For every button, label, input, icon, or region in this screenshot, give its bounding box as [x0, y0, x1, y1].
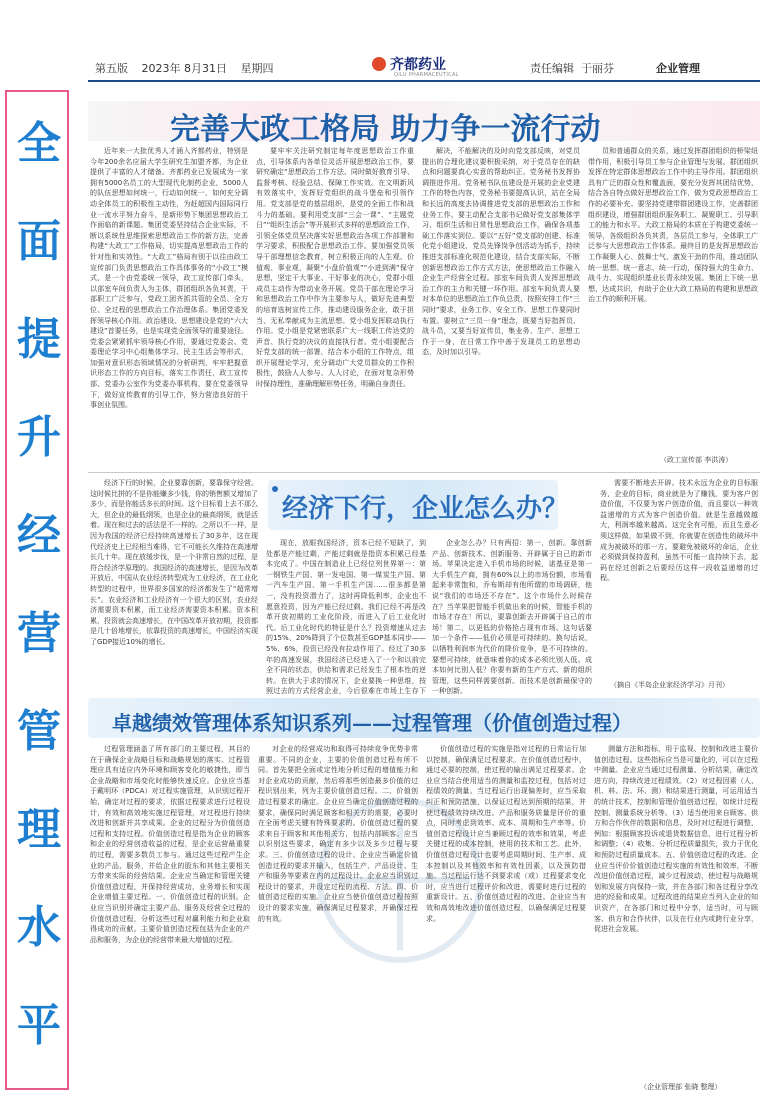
editor-label: 责任编辑: [530, 62, 574, 75]
page-number: 第五版: [95, 62, 128, 75]
article3-column-1: [90, 744, 250, 1092]
article3-column-3: [426, 744, 586, 1092]
article1-column-text: 近年来一大批优秀人才涌入齐都药业，特别是今年200余名应届大学生研究生加盟齐都，为企业提供了丰富的人才储备。齐都药业已发展成为一家拥有5000名员工的大型现代化制药企业，5000人的队伍思想如何统一，行动如何统一，如何充分调动全体员工的积极性主动性，为赶超国内国际同行业一流水平努力奋斗，是新形势下集团思想政治工作面临的新课题。集团党委坚持结合企业实际，不断以系统性思维探索思想政治工作的新方法，完善构建“大政工”工作格局，切实提高思想政治工作的针对性和实效性。“大政工”格局有别于以往由政工宣传部门负责思想政治工作具体事务的“小政工”模式，是一个由党委统一领导，政工宣传部门牵头，以部室车间负责人为主体，群团组织各负其责，干部职工广泛参与，党政工团齐抓共管的全员、全方位、全过程的思想政治工作治理体系。集团党委发挥领导核心作用。政治建设、思想建设是党的“六大建设”首要任务，也是实现党全面领导的重要途径。党委会紧紧抓牢领导核心作用，要通过党委会、党委理论学习中心组集体学习、民主生活会等形式，加强对意识形态领域情况的分析研判，牢牢把握意识形态工作的方向目标，落实工作责任，政工宣传部、党委办公室作为党委办事机构，要在党委领导下，做好宣传教育的引导工作，努力营造良好的干事创业氛围。: [90, 147, 248, 410]
side-banner-char: 经: [17, 510, 61, 561]
side-banner: [5, 90, 69, 1090]
masthead-rule: [88, 80, 760, 82]
issue-weekday: 星期四: [240, 62, 274, 75]
article3-column-4: [594, 744, 758, 1078]
side-banner-char: 理: [17, 804, 61, 855]
article1-column-2: [256, 146, 414, 466]
editor-info: [530, 60, 614, 76]
article1-column-4: [588, 146, 758, 450]
article1-column-text: 解决，不能解决的及时向党支部反映，对党员提出的合理化建议要积极采纳，对于党员存在的缺点和问题要真心实意的帮助纠正。党务秘书发挥协调推进作用。党务秘书队伍建设是开展的企业党建工作的特色内容，党务秘书要提高认识，站在全局和长远的高度去协调推进党支部的思想政治工作和业务工作。要主动配合支部书记做好党支部集体学习、组织生活和日常性思想政治工作，确保各项基础工作落实到位。要以“五好”党支部的创建、标准化党小组建设、党员先锋岗争创活动为抓手，持续推进支部标准化规范化建设，结合支部实际，不断创新思想政治工作方式方法，使思想政治工作融入企业生产经营全过程。部室车间负责人发挥思想政治工作的主力和关键一环作用。部室车间负责人要对本单位的思想政治工作负总责，按照安排工作“三同时”要求，业务工作、安全工作、思想工作要同时布置。要树立“三员一身”理念，既要当好指挥员、战斗员，又要当好宣传员，集业务、生产、思想工作于一身，在日常工作中善于发现员工的思想动态，及时加以引导。: [422, 147, 580, 357]
article3-column-text: 过程管理涵盖了所有部门的主要过程，其目的在于确保企业战略目标和战略规划的落实。过程管理应具有适应内外环境和顾客变化的敏捷性，即当企业战略和市场变化时能够快速反应。企业应当基于戴明环（PDCA）对过程实施管理，从识别过程开始，确定对过程的要求，依据过程要求进行过程设计，有效和高效地实施过程管理，对过程进行持续改进和创新并共享成果。企业的过程分为价值创造过程和支持过程。价值创造过程是指为企业的顾客和企业的经营创造收益的过程，是企业运营最重要的过程，需要多数员工参与。通过这些过程产生企业的产品、服务，并给企业的股东和其他主要相关方带来实际的经营结果。企业应当确定和管理关键价值创造过程，并保持经营成功，业务增长和实现企业增值主要过程。一、价值创造过程的识别。企业应当识别并确定主要产品、服务及经营全过程的价值创造过程，分析这些过程对赢利能力和企业取得成功的贡献。主要价值创造过程包括为企业的产品和服务，为企业的经营带来最大增值的过程。: [90, 745, 250, 944]
article1-column-text: 员和普通群众的关系，通过发挥群团组织的桥梁纽带作用，积极引导员工参与企业管理与发展。群团组织发挥在特定群体思想政治工作中的主导作用。群团组织具有广泛的群众性和覆盖面，要充分发挥其团结优势，结合各自特点做好思想政治工作，做为党政思想政治工作的必要补充。要坚持党建带群团建设工作，完善群团组织建设，增强群团组织服务职工、凝聚职工、引导职工的能力和水平。大政工格局的本质在于构建党委统一领导，各级组织各负其责，各层员工参与，全体职工广泛参与大思想政治工作体系。最终目的是发挥思想政治工作凝聚人心、鼓舞士气、激发干劲的作用，推动团队统一思想、统一意志、统一行动，保持强大的生命力、战斗力、实现组织基业长青永续发展。集团上下统一思想，达成共识，有助于企业大政工格局的构建和思想政治工作的顺利开展。: [588, 147, 758, 304]
article2-column-text: 企业怎么办？只有两招：第一，创新。靠创新产品、创新技术、创新服务、开辟属于自己的新市场。苹果决定进入手机市场的时候，诺基亚是第一大手机生产商，拥有60%以上的市场份额，市场看起来非常饱和，乔布斯却有他所谓的市场调研，他说“我们的市场还不存在”。这个市场什么时候存在？当苹果把智能手机做出来的时候，智能手机的市场才存在！所以，要靠创新去开辟属于自己的市场！第二，以更低的价格抢占现有市场。这句话要加一个条件——低价必须是可持续的。换句话说，以牺牲利润率为代价的降价竞争，是不可持续的。要想可持续，就意味着你的成本必须比别人低。成本如何比别人低？你要有新的生产方式、新的组织管理，这些同样需要创新。而技术是创新最保守的一种创新。: [432, 539, 592, 696]
side-banner-char: 营: [17, 608, 61, 659]
article2-headline: 经济下行，企业怎么办？: [282, 494, 569, 524]
article2-column-text: 现在，放眼我国经济，资本已经不短缺了，到处都是产能过剩，产能过剩就是指资本积累已经基本完成了。中国在制造业上已经位列世界第一：第一钢铁生产国、第一发电国、第一煤炭生产国、第一汽车生产国、第一手机生产国……很多都是第一，没有投资潜力了，这时再降低利率，企业也不愿意投资，因为产能已经过剩。我们已经不再是改革开放初期的工业化阶段，而进入了后工业化时代。后工业化时代的特征是什么？投资增速从过去的15%、20%降到了个位数甚至GDP基本同步——5%、6%，投资已经没有拉动作用了。经过了30多年的高速发展，我国经济已经进入了一个和以前完全不同的状态，供给和需求已经发生了根本性的逆转。在供大于求的情况下，企业要换一种思维，按照过去的方式经营企业，今后很难在市场上生存下: [266, 539, 426, 696]
article2-column-2: [266, 538, 426, 696]
article1-headline: 完善大政工格局 助力争一流行动: [170, 112, 601, 147]
section-title: 企业管理: [656, 62, 700, 75]
article2-column-4: [600, 478, 758, 676]
article-divider: [88, 472, 760, 473]
article1-column-text: 要牢牢关注研究制定每年度思想政治工作重点，引导体系内各单位灵活开展思想政治工作，要研究确定“思想政治工作方法、同时做好教育引导、监督考核、经验总结、保障工作实效。在文明新风有效落实中，发挥好党组织的战斗堡垒和引领作用。党支部是党的基层组织，是党的全面工作和战斗力的基础。要利用党支部“三会一课”、“主题党日”“组织生活会”等开展形式多样的思想政治工作，引领全体党员坚决落实好思想政治各项工作部署和学习要求，积极配合思想政治工作。要加强党员领导干部理想信念教育，树立积极正向的人生观、价值观、事业观，凝聚“小盘价值观”“小进到满”保守思想，坚定干大事业、干好事业的决心，党群小组成员主动作为带动业务开展。党员干部在理论学习和思想政治工作中作为主要参与人，做好先进典型的培育选树宣传工作，推动建设服务企业，敢于担当、无私奉献成为主流思想。党小组发挥联动执行作用。党小组是党紧密联系广大一线职工传达党的声音、执行党的决议的直接执行者。党小组要配合好党支部的统一部署，结合本小组的工作特点，组织开展理论学习，充分调动广大党员群众的工作积极性，鼓励人人参与、人人讨论，在面对复杂形势时保持理性，准确理解形势任务，明确自身责任。: [256, 147, 414, 389]
article1-column-1: [90, 146, 248, 466]
article3-headline: 卓越绩效管理体系知识系列——过程管理（价值创造过程）: [112, 711, 632, 735]
side-banner-char: 面: [17, 216, 61, 267]
logo-icon: [372, 57, 386, 71]
side-banner-char: 管: [17, 706, 61, 757]
newspaper-logo: [372, 54, 446, 74]
article3-column-2: [258, 744, 418, 1092]
decor-dot: [272, 486, 278, 492]
side-banner-char: 水: [17, 902, 61, 953]
article2-byline: （摘自《半岛企业家经济学习》月刊）: [610, 681, 729, 689]
article2-column-3: [432, 538, 592, 696]
article1-column-3: [422, 146, 580, 466]
article3-column-text: 对企业的经营成功和取得可持续竞争优势非常重要。不同的企业，主要的价值创造过程有所不同。首先要把全面或定性地分析过程的增值能力和对企业成功的贡献，然后将那些创造最多价值的过程识别出来，列为主要价值创造过程。二、价值创造过程要求的确定。企业应当确定价值创造过程的要求，确保同时满足顾客和相关方的需要，必要时在全面考虑关键有特殊要求的。价值创造过程的要求来自于顾客和其他相关方，包括内部顾客。应当以识别这些要求，确定有多少以及多少过程与要求。三、价值创造过程的设计。企业应当确定价值创造过程的要求并输入，包括生产、产品设计、生产和服务等要素在内的过程设计。企业应当识别过程设计的要求，并设定过程的流程、方法。四、价值创造过程的实施。企业应当使价值创造过程按照设计的要求实施，确保满足过程要求，并确保过程的有效。: [258, 745, 418, 923]
article2-column-1: [90, 478, 258, 690]
article3-byline: （企业管理部 张晓 整理）: [640, 1083, 722, 1091]
article1-byline: （政工宣传部 李洪涛）: [660, 456, 733, 464]
article2-column-text: 经济下行的时候，企业要靠创新，要靠保守经营。这时候比拼的不是你能赚多少钱，你的销售额又增加了多少，而是你能活多长的时间。这个目标看上去不那么大，但企业的最低纲领，也是企业的最高纲领，就是活着。现在和过去的活法是不一样的。之所以不一样，是因为我国的经济已经持续高速增长了30多年，这在现代经济史上已经相当难得，它不可能长久维持在高速增长几十年。现在放缓步伐，是一个非常自然的过程，是符合经济学原理的。我国经济的高速增长，是因为改革开放后，中国从农业经济转型成为工业经济，在工业化转型的过程中，世界很多国家的经济都发生了“超常增长”。农业经济和工业经济有一个很大的区别，农业经济需要资本积累，而工业经济需要资本积累。资本积累，投资就会高速增长，在中国改革开放初期，投资都是几十倍地增长，依靠投资的高速增长，中国经济实现了GDP接近10%的增长。: [90, 479, 258, 646]
issue-date: 2023年 8月31日: [141, 62, 227, 75]
editor-name: 于丽芬: [581, 62, 614, 75]
logo-text: 齐都药业: [390, 57, 446, 73]
issue-info: [95, 60, 284, 76]
article3-column-text: 测量方法和指标，用于监视、控制和改进主要价值创造过程。这些指标应当是可量化的，可以在过程中测量。企业应当通过过程测量、分析结果，确定改进方向，持续改进过程绩效。（2）对过程因素（人、机、料、法、环、测）和结果进行测量，可运用适当的统计技术，控制和管理价值创造过程，如统计过程控制、测量系统分析等。（3）适当使用来自顾客、供方和合作伙伴的数据和信息，及时对过程进行调整，例如：根据顾客投诉或退货数据信息，进行过程分析和调整；（4）收集、分析过程质量损失，致力于优化和预防过程质量成本。五、价值创造过程的改进。企业应当评价价值创造过程实施的有效性和效率，不断改进价值创造过程，减少过程波动，使过程与战略规划和发展方向保持一致，并在各部门和各过程分享改进的经验和成果。过程改进的结果应当列入企业的知识资产，在各部门和过程中分享，适当时，可与顾客、供方和合作伙伴，以及在行业内或跨行业分享，促进社会发展。: [594, 745, 758, 934]
article2-headline-banner: [268, 480, 569, 530]
article3-headline-band: [88, 698, 760, 738]
side-banner-char: 全: [17, 118, 61, 169]
article3-column-text: 价值创造过程的实施是指对过程的日常运行加以控制，确保满足过程要求。在价值创造过程中，通过必要的控制，使过程的输出满足过程要求。企业应当结合使用适当的测量和监控过程，包括对过程绩效的测量。当过程运行出现偏差时，应当采取纠正和预防措施，以保证过程达到预期的结果，并使过程绩效持续改进。产品和服务质量是评价的重点，同时考虑到效率、成本、周期和生产率等。价值创造过程设计应当兼顾过程的效率和效果，考虑关键过程的成本控制，使用的技术和工艺。此外，价值创造过程设计也要考虑周期时间、生产率、成本控制以及其他效率和有效性因素，以及预防措施。当过程运行达不到要求或（或）过程要求变化时，应当进行过程评价和改进，需要时进行过程的重新设计。五、价值创造过程的改进。企业应当有效和高效地改进价值创造过程，以确保满足过程要求。: [426, 745, 586, 923]
logo-subtitle: QILU PHARMACEUTICAL: [394, 72, 459, 78]
masthead: [0, 0, 772, 82]
article2-column-text: 需要不断地去开辟。技术永远为企业的目标服务，企业的目标，商业就是为了赚钱，要为客户创造价值，不仅要为客户创造价值，而且要以一种效益递增的方式为客户创造价值。就是生意越做越大，利润率越来越高。这完全有可能，而且生意必须这样做，如果做不到，你就要在创造性的破坏中成为被破坏的那一方。要避免被破坏的命运，企业必须做到保持盈利，虽然不可能一直持续下去，起码在经过创新之后要经历这样一段收益递增的过程。: [600, 479, 758, 583]
side-banner-char: 平: [17, 1000, 61, 1051]
side-banner-char: 升: [17, 412, 61, 463]
side-banner-char: 提: [17, 314, 61, 365]
